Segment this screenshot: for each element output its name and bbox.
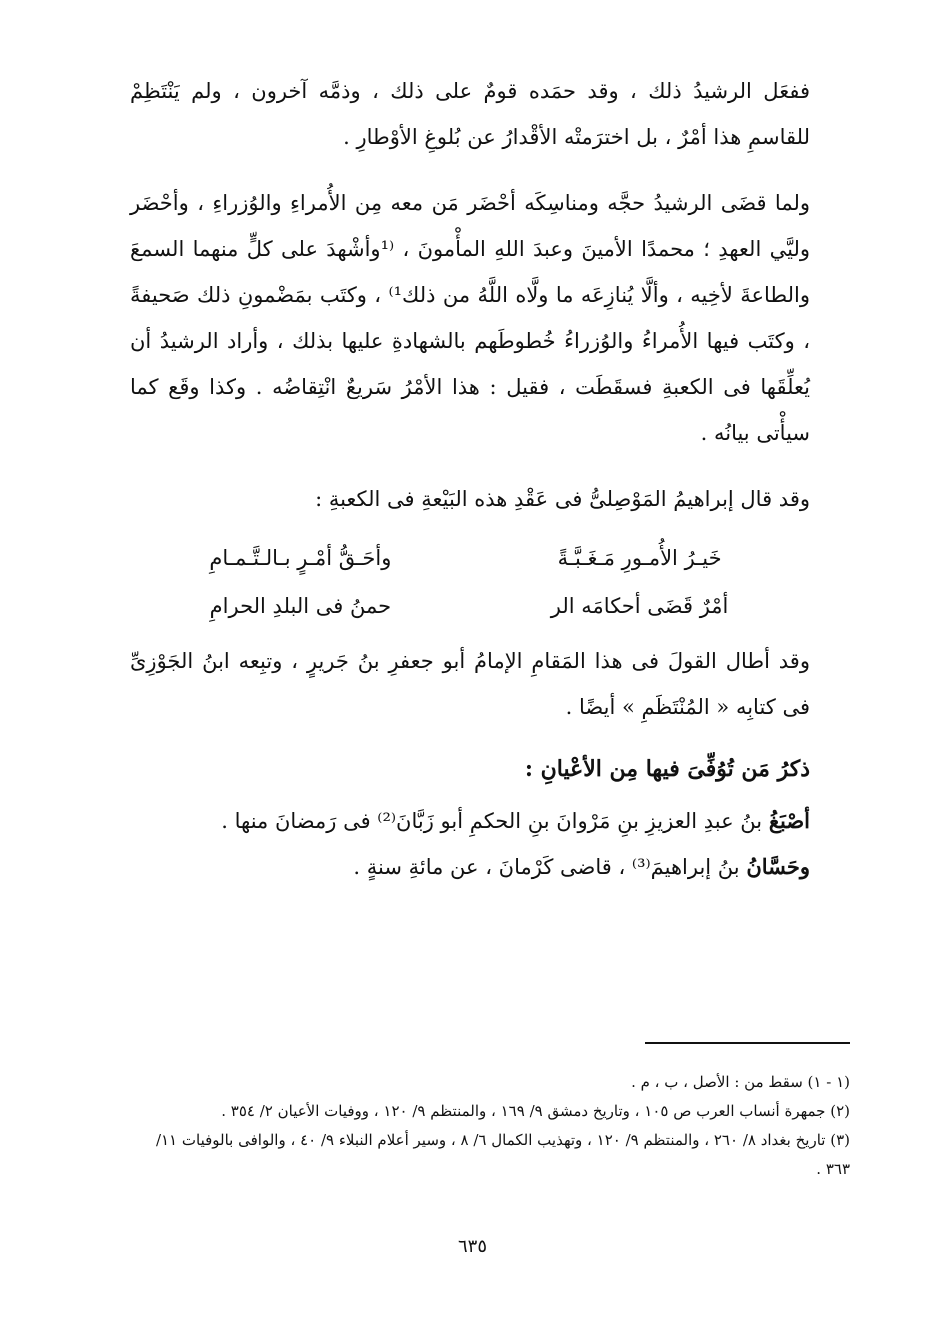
footnote-2: (٢) جمهرة أنساب العرب ص ١٠٥ ، وتاريخ دمشق ٩/ ١٦٩ ، والمنتظم ٩/ ١٢٠ ، ووفيات الأعيان ٢/ ٣٥٤ . bbox=[221, 1102, 850, 1120]
footnotes bbox=[130, 1068, 850, 1184]
footnote-1: (١ - ١) سقط من : الأصل ، ب ، م . bbox=[631, 1073, 850, 1091]
section-heading: ذكرُ مَن تُوُفِّىَ فيها مِن الأعْيانِ : bbox=[524, 756, 810, 782]
footnote-divider bbox=[645, 1042, 850, 1044]
poem bbox=[130, 534, 810, 630]
entry-1-text: بنُ عبدِ العزيزِ بنِ مَرْوانَ بنِ الحكمِ أبو زَبَّانَ⁽²⁾ فى رَمضانَ منها . bbox=[221, 809, 769, 833]
paragraph-after-verse: وقد أطال القولَ فى هذا المَقامِ الإمامُ أبو جعفرِ بنُ جَريرٍ ، وتبِعه ابنُ الجَوْزِىِّ فى كتابِه « المُنْتَظَمِ » أيضًا . bbox=[130, 649, 810, 719]
obituary-entry-1 bbox=[130, 798, 810, 844]
main-text bbox=[130, 68, 810, 890]
paragraph-3: وقد قال إبراهيمُ المَوْصِلىُّ فى عَقْدِ هذه البَيْعةِ فى الكعبةِ : bbox=[315, 487, 810, 511]
page-number: ٦٣٥ bbox=[457, 1236, 487, 1257]
verse-1-first-hemistich: خَيـرُ الأُمـورِ مَـغَـبَّـةً bbox=[557, 546, 722, 570]
entry-1-name: أصْبَغُ bbox=[768, 808, 810, 833]
verse-2-second-hemistich: حمنُ فى البلدِ الحرامِ bbox=[209, 594, 392, 618]
verse-2-first-hemistich: أمْرٌ قَضَى أحكامَه الر bbox=[550, 594, 729, 618]
verse-line-1 bbox=[130, 534, 810, 582]
paragraph-1: ففعَل الرشيدُ ذلك ، وقد حمَده قومٌ على ذلك ، وذمَّه آخرون ، ولم يَنْتَظِمْ للقاسمِ هذا أمْرٌ ، بل اخترَمتْه الأقْدارُ عن بُلوغِ الأوْطارِ . bbox=[130, 79, 810, 149]
verse-1-second-hemistich: وأحَـقُّ أمْـرٍ بـالـتَّـمـامِ bbox=[209, 546, 392, 570]
entry-2-text: بنُ إبراهيمَ⁽³⁾ ، قاضى كَرْمانَ ، عن مائةِ سنةٍ . bbox=[353, 855, 747, 879]
paragraph-2: ولما قضَى الرشيدُ حجَّه ومناسِكَه أحْضَر مَن معه مِن الأُمراءِ والوُزراءِ ، وأحْضَر وليَّي العهدِ ؛ محمدًا الأمينَ وعبدَ اللهِ المأْمونَ ، ⁽¹وأشْهدَ على كلٍّ منهما السمعَ والطاعةَ لأخِيه ، وألَّا يُنازِعَه ما ولَّاه اللَّهُ من ذلك¹⁾ ، وكتَب بمَضْمونِ ذلك صَحيفةً ، وكتَب فيها الأُمراءُ والوُزراءُ خُطوطَهم بالشهادةِ عليها بذلك ، وأراد الرشيدُ أن يُعلِّقَها فى الكعبةِ فسقَطَت ، فقيل : هذا الأمْرُ سَريعٌ انْتِقاضُه . وكذا وقَع كما سيأْتى بيانُه . bbox=[130, 191, 810, 445]
obituary-entry-2 bbox=[130, 844, 810, 890]
verse-line-2 bbox=[130, 582, 810, 630]
entry-2-name: وحَسَّانُ bbox=[746, 854, 810, 879]
footnote-3: (٣) تاريخ بغداد ٨/ ٢٦٠ ، والمنتظم ٩/ ١٢٠ ، وتهذيب الكمال ٦/ ٨ ، وسير أعلام النبلاء ٩/ ٤٠ ، والوافى بالوفيات ١١/ ٣٦٣ . bbox=[155, 1131, 850, 1178]
